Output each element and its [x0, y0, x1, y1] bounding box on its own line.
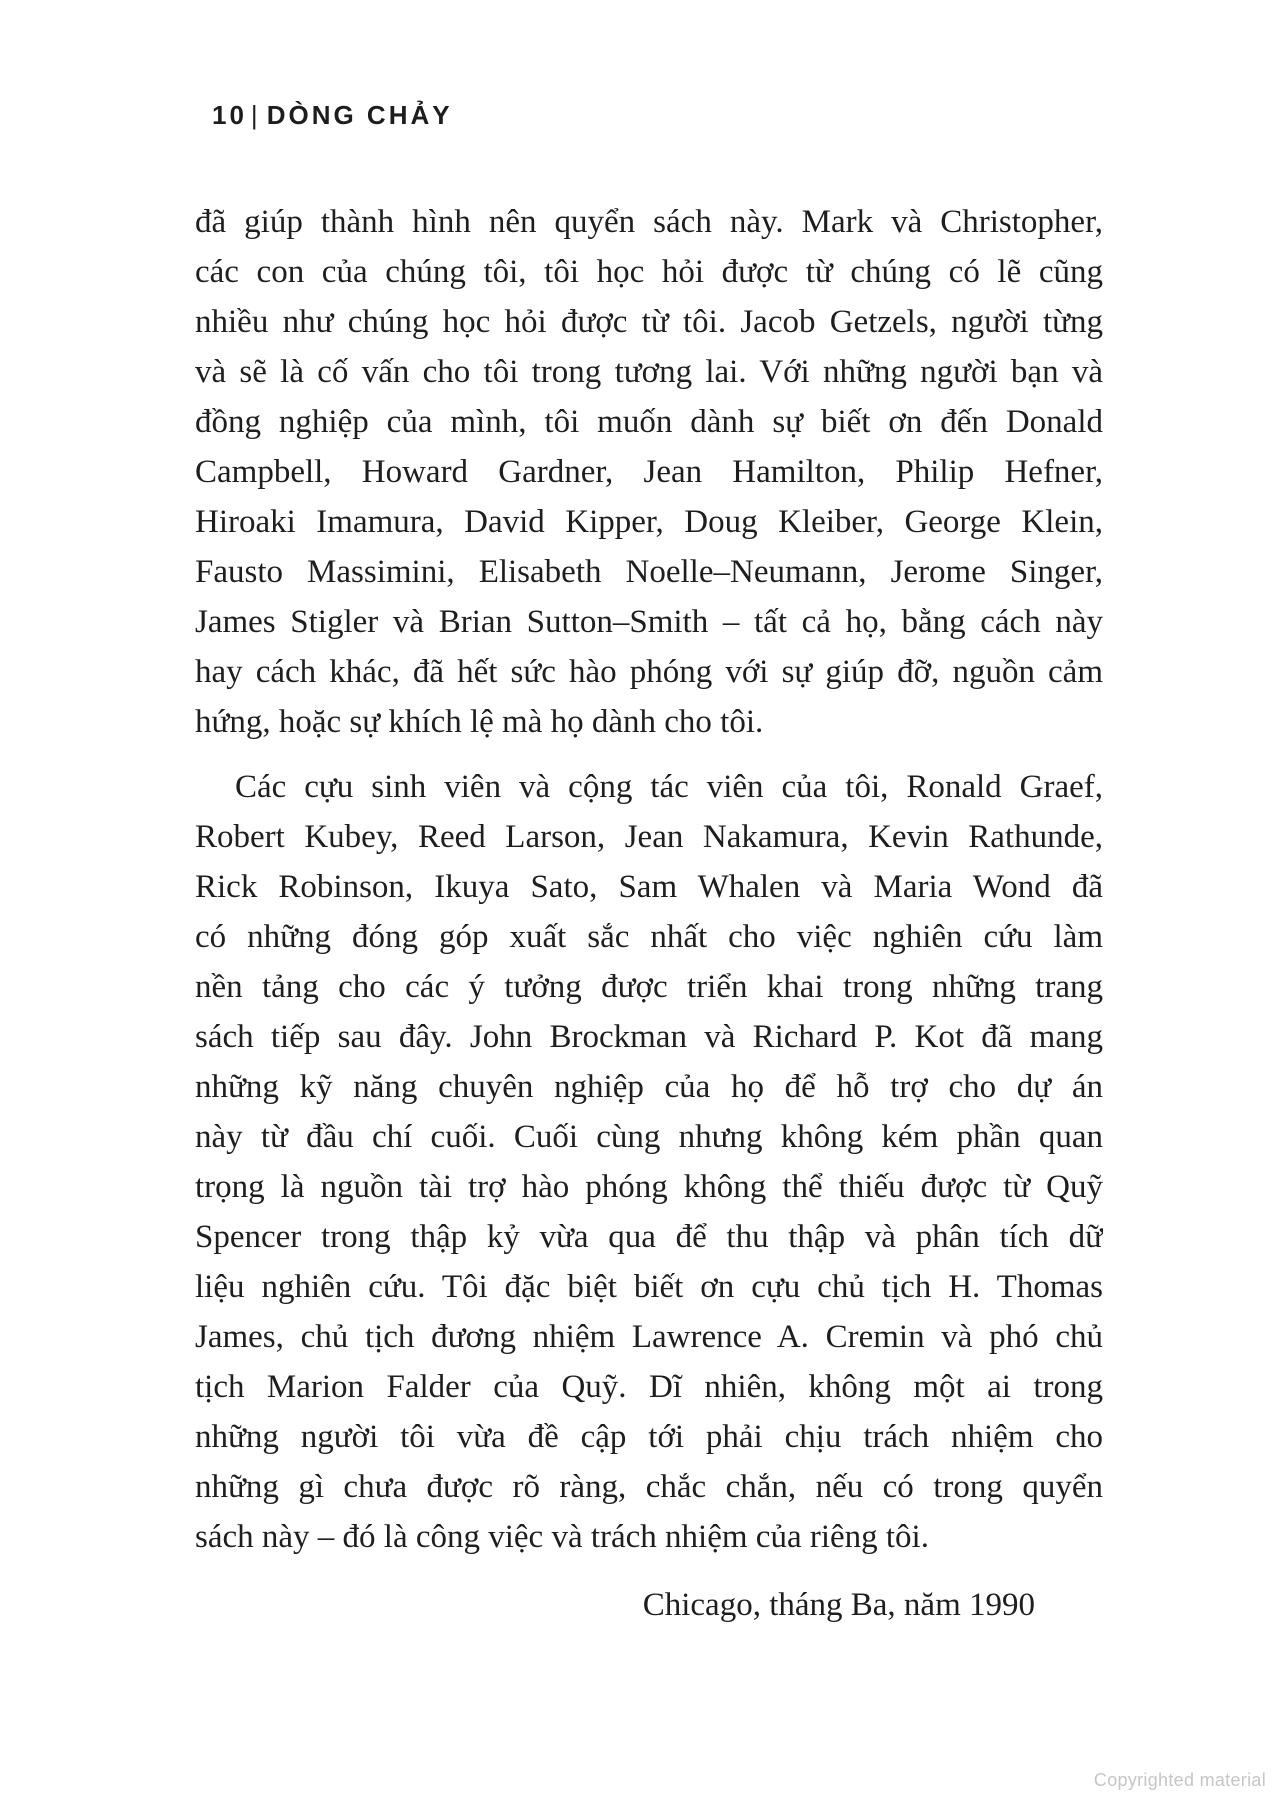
book-title: DÒNG CHẢY	[266, 100, 453, 130]
text-line: hay cách khác, đã hết sức hào phóng với sự giúp đỡ, nguồn cảm	[195, 654, 1103, 690]
page-number: 10	[212, 100, 247, 130]
text-line: James Stigler và Brian Sutton–Smith – tất cả họ, bằng cách này	[195, 604, 1103, 640]
text-line: hứng, hoặc sự khích lệ mà họ dành cho tôi.	[195, 704, 764, 740]
text-line: Hiroaki Imamura, David Kipper, Doug Kleiber, George Klein,	[195, 504, 1103, 540]
paragraph-acknowledgements-1	[195, 197, 1103, 747]
text-line: trọng là nguồn tài trợ hào phóng không thể thiếu được từ Quỹ	[195, 1169, 1103, 1205]
text-line: này từ đầu chí cuối. Cuối cùng nhưng không kém phần quan	[195, 1119, 1103, 1155]
text-line: và sẽ là cố vấn cho tôi trong tương lai. Với những người bạn và	[195, 354, 1103, 390]
text-line: những kỹ năng chuyên nghiệp của họ để hỗ trợ cho dự án	[195, 1069, 1103, 1105]
copyright-watermark: Copyrighted material	[1093, 1770, 1266, 1790]
text-line: đồng nghiệp của mình, tôi muốn dành sự biết ơn đến Donald	[195, 404, 1103, 440]
text-line: nhiều như chúng học hỏi được từ tôi. Jacob Getzels, người từng	[195, 304, 1103, 340]
text-line: sách này – đó là công việc và trách nhiệm của riêng tôi.	[195, 1519, 929, 1555]
text-line: đã giúp thành hình nên quyển sách này. Mark và Christopher,	[195, 204, 1103, 240]
text-line: Rick Robinson, Ikuya Sato, Sam Whalen và Maria Wond đã	[195, 869, 1103, 905]
page-header	[212, 100, 453, 130]
text-line: Spencer trong thập kỷ vừa qua để thu thập và phân tích dữ	[195, 1219, 1103, 1255]
text-line: sách tiếp sau đây. John Brockman và Richard P. Kot đã mang	[195, 1019, 1103, 1055]
text-line: Fausto Massimini, Elisabeth Noelle–Neumann, Jerome Singer,	[195, 554, 1103, 590]
text-line: Các cựu sinh viên và cộng tác viên của tôi, Ronald Graef,	[235, 769, 1103, 805]
text-line: liệu nghiên cứu. Tôi đặc biệt biết ơn cựu chủ tịch H. Thomas	[195, 1269, 1103, 1305]
body-text	[195, 197, 1103, 1630]
text-line: tịch Marion Falder của Quỹ. Dĩ nhiên, không một ai trong	[195, 1369, 1103, 1405]
text-line: các con của chúng tôi, tôi học hỏi được từ chúng có lẽ cũng	[195, 254, 1103, 290]
text-line: Robert Kubey, Reed Larson, Jean Nakamura, Kevin Rathunde,	[195, 819, 1103, 855]
text-line: nền tảng cho các ý tưởng được triển khai trong những trang	[195, 969, 1103, 1005]
text-line: James, chủ tịch đương nhiệm Lawrence A. Cremin và phó chủ	[195, 1319, 1103, 1355]
signature-line: Chicago, tháng Ba, năm 1990	[642, 1587, 1035, 1623]
paragraph-acknowledgements-2	[195, 762, 1103, 1562]
text-line: Campbell, Howard Gardner, Jean Hamilton, Philip Hefner,	[195, 454, 1103, 490]
text-line: có những đóng góp xuất sắc nhất cho việc nghiên cứu làm	[195, 919, 1103, 955]
text-line: những người tôi vừa đề cập tới phải chịu trách nhiệm cho	[195, 1419, 1103, 1455]
text-line: những gì chưa được rõ ràng, chắc chắn, nếu có trong quyển	[195, 1469, 1103, 1505]
header-separator: |	[250, 100, 261, 130]
